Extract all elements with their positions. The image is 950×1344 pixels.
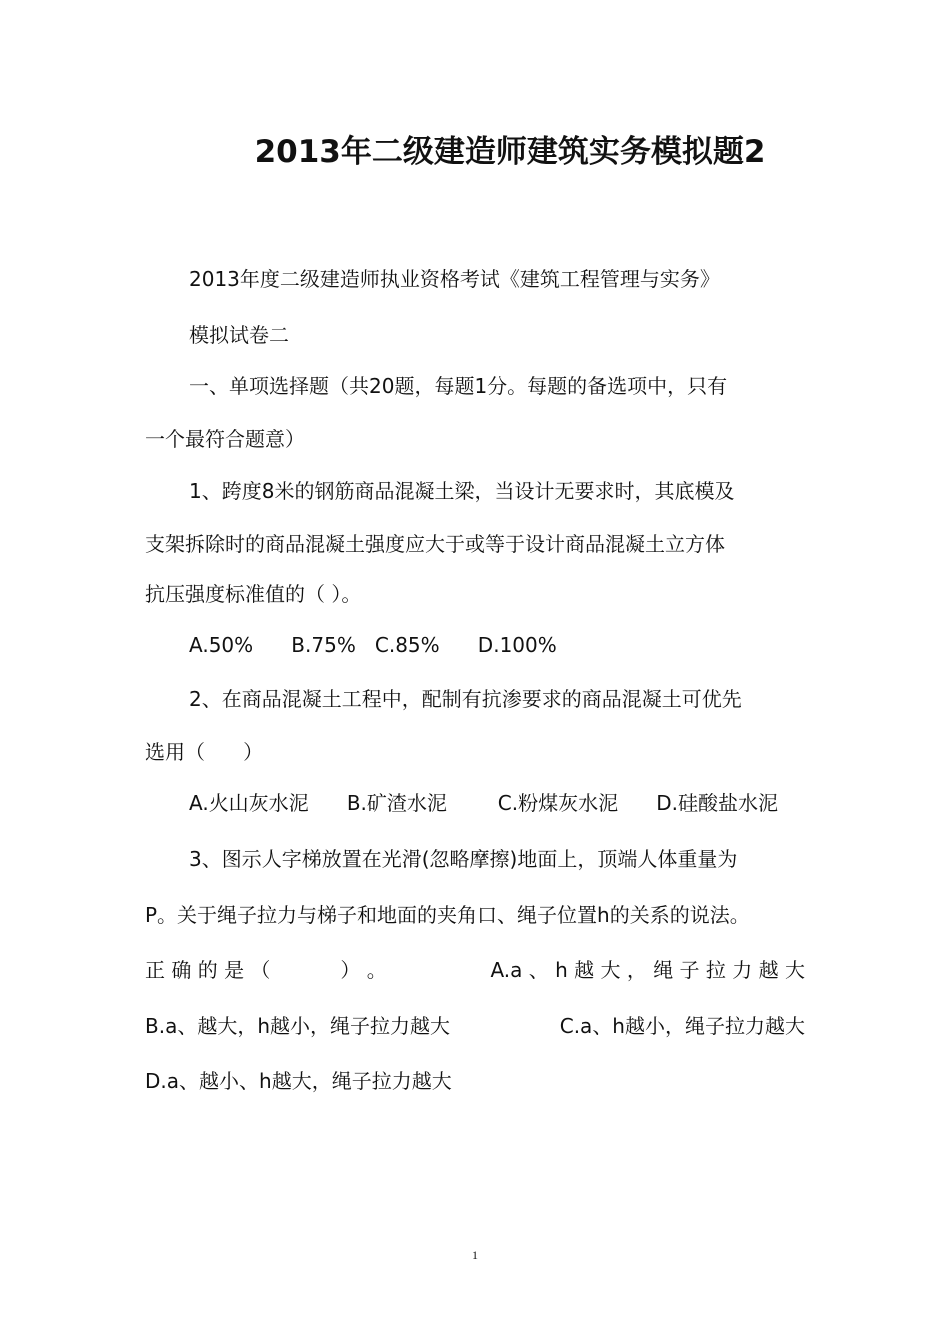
question-3-line3 [145, 957, 805, 983]
question-3-option-d: D.a、越小、h越大，绳子拉力越大 [145, 1069, 452, 1093]
question-3-option-c: C.a、h越小，绳子拉力越大 [559, 1014, 805, 1038]
question-3-option-a: A.a 、 h 越 大 ， 绳 子 拉 力 越 大 [490, 958, 805, 982]
question-3-line1: 3、图示人字梯放置在光滑(忽略摩擦)地面上，顶端人体重量为 [189, 847, 738, 871]
page-number: 1 [472, 1248, 478, 1262]
question-2-line2: 选用（ ） [145, 740, 264, 764]
document-title: 2013年二级建造师建筑实务模拟题2 [254, 134, 766, 170]
paragraph-paper-name: 模拟试卷二 [189, 323, 289, 347]
paragraph-exam-name: 2013年度二级建造师执业资格考试《建筑工程管理与实务》 [189, 267, 720, 291]
question-3-line4 [145, 1013, 805, 1039]
question-1-line3: 抗压强度标准值的（ ）。 [145, 582, 362, 606]
section-heading-line1: 一、单项选择题（共20题，每题1分。每题的备选项中，只有 [189, 374, 728, 398]
question-1-line1: 1、跨度8米的钢筋商品混凝土梁，当设计无要求时，其底模及 [189, 479, 735, 503]
section-heading-line2: 一个最符合题意） [145, 427, 305, 451]
question-3-prompt-end: 正 确 的 是 （ ） 。 [145, 958, 387, 982]
question-1-line2: 支架拆除时的商品混凝土强度应大于或等于设计商品混凝土立方体 [145, 532, 725, 556]
question-3-option-b: B.a、越大，h越小，绳子拉力越大 [145, 1014, 451, 1038]
question-3-line2: P。关于绳子拉力与梯子和地面的夹角口、绳子位置h的关系的说法。 [145, 903, 750, 927]
question-2-line1: 2、在商品混凝土工程中，配制有抗渗要求的商品混凝土可优先 [189, 687, 742, 711]
question-2-options: A.火山灰水泥 B.矿渣水泥 C.粉煤灰水泥 D.硅酸盐水泥 [189, 791, 778, 815]
question-1-options: A.50% B.75% C.85% D.100% [189, 633, 557, 657]
